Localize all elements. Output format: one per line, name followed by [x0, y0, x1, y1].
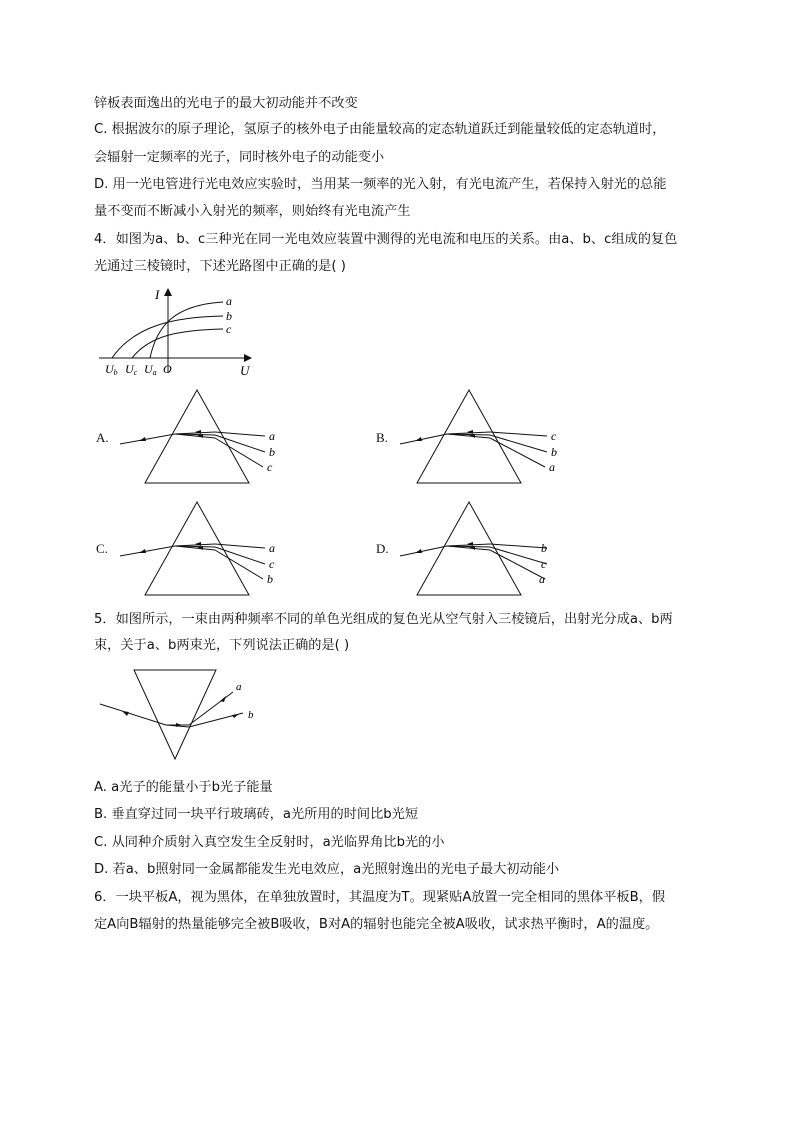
- svg-text:c: c: [269, 557, 275, 571]
- svg-text:b: b: [267, 572, 273, 586]
- svg-text:a: a: [269, 541, 275, 555]
- svg-text:b: b: [541, 541, 547, 555]
- q5-option-b[interactable]: B. 垂直穿过同一块平行玻璃砖，a光所用的时间比b光短: [94, 807, 419, 822]
- q4-option-a-label[interactable]: A.: [96, 430, 109, 445]
- q5-option-c[interactable]: C. 从同种介质射入真空发生全反射时，a光临界角比b光的小: [94, 835, 445, 850]
- q4-stem-line2: 光通过三棱镜时，下述光路图中正确的是( ): [94, 259, 346, 274]
- svg-text:a: a: [549, 460, 555, 474]
- q4-stem-line1: 4．如图为a、b、c三种光在同一光电效应装置中测得的光电流和电压的关系。由a、b、c组成的复色: [94, 232, 678, 247]
- tick-ua: Ua: [144, 362, 157, 377]
- q6-stem-line2: 定A向B辐射的热量能够完全被B吸收，B对A的辐射也能完全被A吸收，试求热平衡时，A的温度。: [94, 917, 659, 932]
- q5-prism-diagram: [96, 668, 266, 763]
- svg-text:a: a: [539, 572, 545, 586]
- curve-c: [132, 329, 223, 358]
- q4-iu-graph: [95, 285, 265, 380]
- tick-ub: Ub: [105, 362, 118, 377]
- q4-option-b-diagram[interactable]: [395, 388, 570, 488]
- q4-option-d-label[interactable]: D.: [376, 541, 389, 556]
- svg-text:c: c: [267, 460, 273, 474]
- curve-a: [150, 302, 223, 358]
- y-axis-label: I: [155, 287, 160, 302]
- q4-option-b-label[interactable]: B.: [376, 430, 388, 445]
- svg-text:b: b: [551, 445, 557, 459]
- q5-option-d[interactable]: D. 若a、b照射同一金属都能发生光电效应，a光照射逸出的光电子最大初动能小: [94, 862, 560, 877]
- ray-b-label: b: [248, 709, 254, 721]
- q4-option-d-diagram[interactable]: [395, 500, 570, 600]
- curve-a-label: a: [226, 294, 232, 308]
- tick-uc: Uc: [125, 362, 138, 377]
- q5-option-a[interactable]: A. a光子的能量小于b光子能量: [94, 780, 273, 795]
- q4-option-c-label[interactable]: C.: [96, 541, 108, 556]
- q3-option-d-line2: 量不变而不断减小入射光的频率，则始终有光电流产生: [94, 204, 411, 219]
- q3-line1: 锌板表面逸出的光电子的最大初动能并不改变: [94, 96, 358, 111]
- svg-text:b: b: [269, 445, 275, 459]
- x-axis-label: U: [240, 363, 250, 378]
- q5-stem-line1: 5．如图所示，一束由两种频率不同的单色光组成的复色光从空气射入三棱镜后，出射光分成a、b两: [94, 612, 673, 627]
- q4-option-c-diagram[interactable]: [115, 500, 290, 600]
- svg-text:a: a: [269, 429, 275, 443]
- ray-a-label: a: [236, 681, 242, 693]
- svg-text:c: c: [551, 429, 557, 443]
- q6-stem-line1: 6．一块平板A，视为黑体，在单独放置时，其温度为T。现紧贴A放置一完全相同的黑体平板B，假: [94, 890, 666, 905]
- q3-option-c-line2: 会辐射一定频率的光子，同时核外电子的动能变小: [94, 150, 385, 165]
- q3-option-d-line1: D. 用一光电管进行光电效应实验时，当用某一频率的光入射，有光电流产生，若保持入射光的总能: [94, 177, 667, 192]
- tick-origin: O: [163, 362, 172, 376]
- q3-option-c-line1: C. 根据波尔的原子理论，氢原子的核外电子由能量较高的定态轨道跃迁到能量较低的定态轨道时，: [94, 122, 666, 137]
- curve-c-label: c: [226, 322, 232, 336]
- q5-stem-line2: 束，关于a、b两束光，下列说法正确的是( ): [94, 638, 350, 653]
- svg-text:c: c: [541, 557, 547, 571]
- curve-b-label: b: [226, 309, 232, 323]
- q4-option-a-diagram[interactable]: [115, 388, 290, 488]
